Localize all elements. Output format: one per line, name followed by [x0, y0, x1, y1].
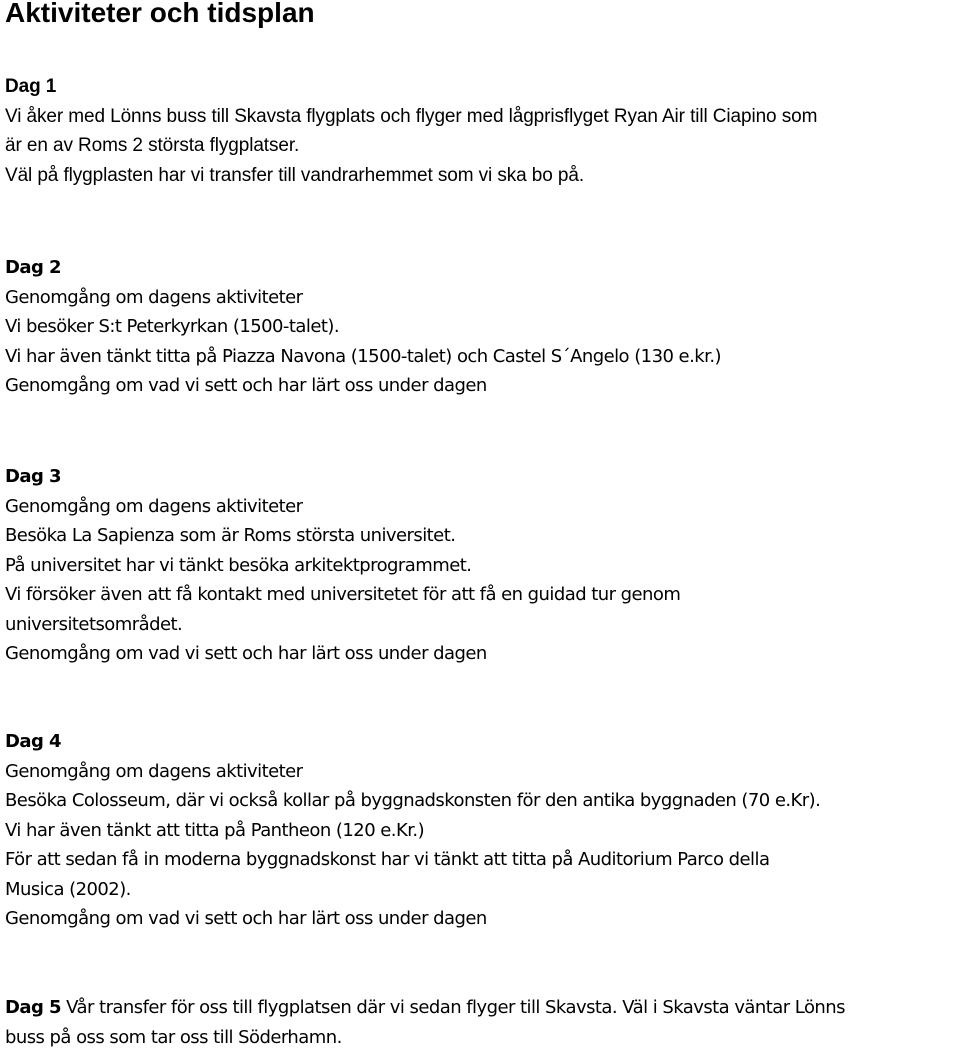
- day-3-section: [5, 462, 957, 669]
- day-4-heading: Dag 4: [5, 727, 957, 757]
- day-5-section: [5, 993, 957, 1052]
- day-5-line: buss på oss som tar oss till Söderhamn.: [5, 1023, 957, 1052]
- day-3-heading: Dag 3: [5, 462, 957, 492]
- day-4-line: Genomgång om vad vi sett och har lärt oss under dagen: [5, 904, 957, 934]
- day-3-line: Genomgång om dagens aktiviteter: [5, 492, 957, 522]
- day-1-line: Vi åker med Lönns buss till Skavsta flygplats och flyger med lågprisflyget Ryan Air till Ciapino som: [5, 102, 957, 132]
- day-4-line: Musica (2002).: [5, 875, 957, 905]
- day-5-text: Vår transfer för oss till flygplatsen där vi sedan flyger till Skavsta. Väl i Skavsta väntar Lönns: [61, 997, 845, 1018]
- day-2-line: Vi besöker S:t Peterkyrkan (1500-talet).: [5, 312, 957, 342]
- day-1-section: [5, 72, 957, 190]
- day-4-line: Besöka Colosseum, där vi också kollar på byggnadskonsten för den antika byggnaden (70 e.Kr).: [5, 786, 957, 816]
- day-3-line: Genomgång om vad vi sett och har lärt oss under dagen: [5, 639, 957, 669]
- day-3-line: universitetsområdet.: [5, 610, 957, 640]
- day-4-section: [5, 727, 957, 934]
- day-2-line: Genomgång om vad vi sett och har lärt oss under dagen: [5, 371, 957, 401]
- day-1-heading: Dag 1: [5, 72, 957, 102]
- day-1-line: är en av Roms 2 största flygplatser.: [5, 131, 957, 161]
- day-5-line: [5, 993, 957, 1023]
- day-5-heading: Dag 5: [5, 997, 61, 1018]
- day-3-line: Besöka La Sapienza som är Roms största universitet.: [5, 521, 957, 551]
- day-4-line: För att sedan få in moderna byggnadskonst har vi tänkt att titta på Auditorium Parco della: [5, 845, 957, 875]
- day-4-line: Genomgång om dagens aktiviteter: [5, 757, 957, 787]
- day-3-line: På universitet har vi tänkt besöka arkitektprogrammet.: [5, 551, 957, 581]
- day-4-line: Vi har även tänkt att titta på Pantheon (120 e.Kr.): [5, 816, 957, 846]
- day-3-line: Vi försöker även att få kontakt med universitetet för att få en guidad tur genom: [5, 580, 957, 610]
- day-1-line: Väl på flygplasten har vi transfer till vandrarhemmet som vi ska bo på.: [5, 161, 957, 191]
- page-title: Aktiviteter och tidsplan: [5, 0, 315, 29]
- day-2-heading: Dag 2: [5, 253, 957, 283]
- day-2-section: [5, 253, 957, 401]
- day-2-line: Vi har även tänkt titta på Piazza Navona (1500-talet) och Castel S´Angelo (130 e.kr.): [5, 342, 957, 372]
- day-2-line: Genomgång om dagens aktiviteter: [5, 283, 957, 313]
